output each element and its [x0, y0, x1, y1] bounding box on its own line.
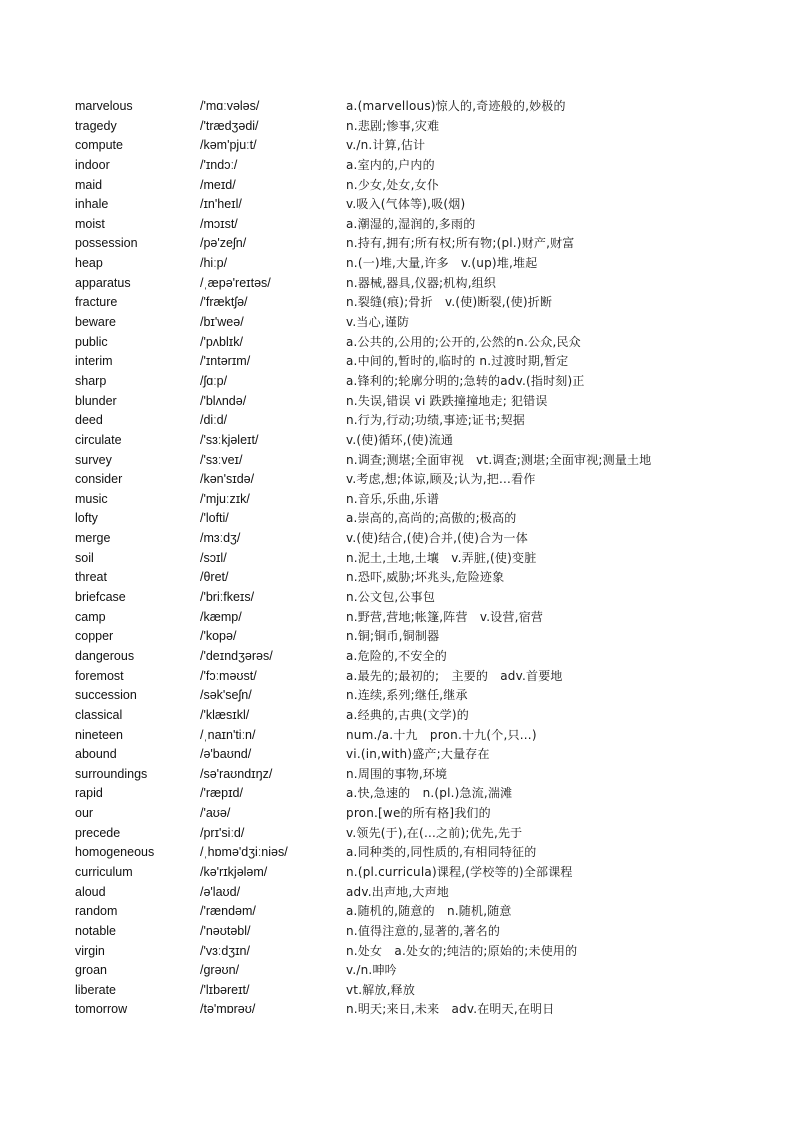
entry-definition: a.(marvellous)惊人的,奇迹般的,妙极的	[346, 99, 566, 113]
entry-phonetic: /pə'zeʃn/	[200, 236, 247, 251]
entry-definition: a.锋利的;轮廓分明的;急转的adv.(指时刻)正	[346, 373, 585, 388]
entry-definition: v.吸入(气体等),吸(烟)	[346, 197, 466, 212]
vocab-entry	[0, 136, 800, 156]
entry-word: marvelous	[75, 99, 133, 113]
vocab-entry	[0, 117, 800, 137]
entry-word: random	[75, 904, 118, 919]
vocab-entry	[0, 549, 800, 569]
entry-phonetic: /'ræpɪd/	[200, 786, 243, 801]
entry-definition: v./n.计算,估计	[346, 138, 426, 153]
entry-word: nineteen	[75, 727, 123, 742]
entry-definition: n.泥土,土地,土壤 v.弄脏,(使)变脏	[346, 550, 537, 565]
entry-definition: v.当心,谨防	[346, 315, 410, 330]
entry-phonetic: /'kopə/	[200, 629, 237, 644]
entry-word: classical	[75, 707, 123, 722]
entry-phonetic: /'rændəm/	[200, 904, 256, 919]
entry-word: lofty	[75, 511, 98, 526]
entry-phonetic: /ˌæpə'reɪtəs/	[200, 275, 271, 290]
entry-word: maid	[75, 177, 103, 192]
entry-definition: v.(使)循环,(使)流通	[346, 432, 454, 447]
entry-word: music	[75, 491, 108, 506]
entry-word: compute	[75, 138, 123, 153]
vocab-entry	[0, 726, 800, 746]
entry-definition: n.恐吓,威胁;坏兆头,危险迹象	[346, 570, 505, 585]
entry-word: inhale	[75, 197, 109, 212]
vocab-entry	[0, 784, 800, 804]
entry-definition: a.最先的;最初的; 主要的 adv.首要地	[346, 668, 563, 683]
entry-phonetic: /ə'baʊnd/	[200, 747, 252, 762]
entry-definition: n.(一)堆,大量,许多 v.(up)堆,堆起	[346, 256, 538, 271]
entry-definition: n.明天;来日,未来 adv.在明天,在明日	[346, 1002, 555, 1017]
entry-word: liberate	[75, 982, 116, 997]
vocab-entry	[0, 372, 800, 392]
entry-phonetic: /'fræktʃə/	[200, 295, 248, 310]
entry-definition: n.悲剧;惨事,灾难	[346, 118, 440, 133]
vocab-entry	[0, 470, 800, 490]
entry-definition: a.室内的,户内的	[346, 157, 435, 172]
entry-definition: n.行为,行动;功绩,事迹;证书;契据	[346, 413, 525, 428]
entry-definition: v./n.呻吟	[346, 963, 397, 978]
entry-word: camp	[75, 609, 106, 624]
vocab-entry	[0, 431, 800, 451]
vocab-entry	[0, 883, 800, 903]
entry-phonetic: /'nəʊtəbl/	[200, 923, 251, 938]
entry-definition: a.中间的,暂时的,临时的 n.过渡时期,暂定	[346, 354, 569, 369]
vocab-entry	[0, 843, 800, 863]
entry-word: apparatus	[75, 275, 131, 290]
entry-phonetic: /'trædʒədi/	[200, 118, 259, 133]
vocab-entry	[0, 392, 800, 412]
entry-phonetic: /θret/	[200, 570, 229, 585]
entry-word: foremost	[75, 668, 124, 683]
entry-word: deed	[75, 413, 103, 428]
entry-definition: num./a.十九 pron.十九(个,只…)	[346, 727, 537, 742]
entry-definition: a.崇高的,高尚的;高傲的;极高的	[346, 511, 517, 526]
entry-word: circulate	[75, 432, 122, 447]
entry-word: blunder	[75, 393, 117, 408]
entry-phonetic: /hiːp/	[200, 256, 228, 271]
entry-phonetic: /diːd/	[200, 413, 228, 428]
entry-definition: a.随机的,随意的 n.随机,随意	[346, 904, 512, 919]
vocab-entry	[0, 333, 800, 353]
entry-phonetic: /kæmp/	[200, 609, 242, 624]
entry-definition: v.领先(于),在(…之前);优先,先于	[346, 825, 523, 840]
entry-word: merge	[75, 531, 111, 546]
vocab-entry	[0, 176, 800, 196]
entry-definition: n.连续,系列;继任,继承	[346, 688, 468, 703]
vocab-entry	[0, 313, 800, 333]
entry-definition: pron.[we的所有格]我们的	[346, 806, 491, 821]
entry-word: survey	[75, 452, 112, 467]
entry-phonetic: /sək'seʃn/	[200, 688, 252, 703]
entry-word: beware	[75, 315, 116, 330]
entry-word: aloud	[75, 884, 106, 899]
entry-definition: n.音乐,乐曲,乐谱	[346, 491, 440, 506]
vocab-entry	[0, 804, 800, 824]
entry-word: precede	[75, 825, 121, 840]
entry-phonetic: /grəʊn/	[200, 963, 240, 978]
entry-phonetic: /'deɪndʒərəs/	[200, 648, 273, 663]
vocab-entry	[0, 981, 800, 1001]
entry-word: groan	[75, 963, 107, 978]
entry-phonetic: /'blʌndə/	[200, 393, 247, 408]
entry-phonetic: /kəm'pjuːt/	[200, 138, 257, 153]
entry-definition: n.野营,营地;帐篷,阵营 v.设营,宿营	[346, 609, 544, 624]
entry-phonetic: /ə'laʊd/	[200, 884, 241, 899]
entry-phonetic: /bɪ'weə/	[200, 315, 244, 330]
vocab-entry	[0, 902, 800, 922]
vocab-entry	[0, 156, 800, 176]
entry-definition: a.潮湿的,湿润的,多雨的	[346, 216, 476, 231]
entry-phonetic: /sə'raʊndɪŋz/	[200, 766, 273, 781]
vocabulary-list	[0, 97, 800, 1020]
entry-word: copper	[75, 629, 114, 644]
vocab-entry	[0, 765, 800, 785]
vocab-entry	[0, 529, 800, 549]
entry-phonetic: /'ɪntərɪm/	[200, 354, 251, 369]
entry-phonetic: /tə'mɒrəʊ/	[200, 1002, 256, 1017]
vocab-entry	[0, 824, 800, 844]
vocab-entry	[0, 1000, 800, 1020]
vocab-entry	[0, 647, 800, 667]
entry-word: interim	[75, 354, 113, 369]
entry-word: sharp	[75, 373, 107, 388]
vocab-entry	[0, 667, 800, 687]
entry-phonetic: /ˌhɒmə'dʒiːniəs/	[200, 845, 288, 860]
entry-definition: n.周围的事物,环境	[346, 766, 448, 781]
entry-definition: n.裂缝(痕);骨折 v.(使)断裂,(使)折断	[346, 295, 553, 310]
vocab-entry	[0, 215, 800, 235]
vocab-entry	[0, 293, 800, 313]
entry-word: tragedy	[75, 118, 117, 133]
entry-word: heap	[75, 256, 103, 271]
entry-definition: adv.出声地,大声地	[346, 884, 449, 899]
entry-word: rapid	[75, 786, 103, 801]
entry-word: curriculum	[75, 864, 133, 879]
entry-phonetic: /'sɜːveɪ/	[200, 452, 243, 467]
vocab-entry	[0, 509, 800, 529]
entry-word: moist	[75, 216, 105, 231]
entry-definition: a.经典的,古典(文学)的	[346, 707, 469, 722]
vocab-entry	[0, 568, 800, 588]
entry-phonetic: /ɪn'heɪl/	[200, 197, 242, 212]
entry-definition: vi.(in,with)盛产;大量存在	[346, 747, 490, 762]
entry-word: briefcase	[75, 590, 126, 605]
entry-phonetic: /ˌnaɪn'tiːn/	[200, 727, 256, 742]
entry-word: succession	[75, 688, 137, 703]
entry-word: notable	[75, 923, 117, 938]
vocab-entry	[0, 706, 800, 726]
entry-phonetic: /'vɜːdʒɪn/	[200, 943, 250, 958]
vocab-entry	[0, 451, 800, 471]
entry-word: soil	[75, 550, 94, 565]
vocab-entry	[0, 686, 800, 706]
entry-word: homogeneous	[75, 845, 155, 860]
vocab-entry	[0, 922, 800, 942]
vocab-entry	[0, 961, 800, 981]
entry-phonetic: /meɪd/	[200, 177, 236, 192]
entry-word: surroundings	[75, 766, 148, 781]
entry-phonetic: /kən'sɪdə/	[200, 472, 255, 487]
entry-phonetic: /'ɪndɔː/	[200, 157, 238, 172]
vocab-entry	[0, 195, 800, 215]
vocab-entry	[0, 863, 800, 883]
entry-phonetic: /ʃɑːp/	[200, 373, 228, 388]
entry-phonetic: /prɪ'siːd/	[200, 825, 245, 840]
vocab-entry	[0, 745, 800, 765]
entry-definition: n.(pl.curricula)课程,(学校等的)全部课程	[346, 864, 573, 879]
entry-definition: v.考虑,想;体谅,顾及;认为,把…看作	[346, 472, 536, 487]
entry-phonetic: /'sɜːkjəleɪt/	[200, 432, 259, 447]
entry-phonetic: /'fɔːməʊst/	[200, 668, 257, 683]
entry-definition: a.公共的,公用的;公开的,公然的n.公众,民众	[346, 334, 581, 349]
vocab-entry	[0, 254, 800, 274]
vocab-entry	[0, 274, 800, 294]
entry-definition: n.处女 a.处女的;纯洁的;原始的;未使用的	[346, 943, 578, 958]
vocab-entry	[0, 234, 800, 254]
entry-definition: n.铜;铜币,铜制器	[346, 629, 440, 644]
entry-definition: n.调查;测堪;全面审视 vt.调查;测堪;全面审视;测量土地	[346, 452, 652, 467]
entry-definition: a.危险的,不安全的	[346, 648, 447, 663]
entry-phonetic: /'klæsɪkl/	[200, 707, 250, 722]
vocab-entry	[0, 490, 800, 510]
entry-phonetic: /'mɑːvələs/	[200, 99, 260, 113]
entry-definition: a.同种类的,同性质的,有相同特征的	[346, 845, 537, 860]
vocab-entry	[0, 942, 800, 962]
entry-phonetic: /'lofti/	[200, 511, 229, 526]
entry-phonetic: /kə'rɪkjələm/	[200, 864, 268, 879]
entry-definition: n.少女,处女,女仆	[346, 177, 440, 192]
entry-definition: n.持有,拥有;所有权;所有物;(pl.)财产,财富	[346, 236, 575, 251]
entry-phonetic: /mɜːdʒ/	[200, 531, 241, 546]
entry-phonetic: /'lɪbəreɪt/	[200, 982, 250, 997]
entry-definition: vt.解放,释放	[346, 982, 416, 997]
entry-definition: n.公文包,公事包	[346, 590, 436, 605]
entry-definition: v.(使)结合,(使)合并,(使)合为一体	[346, 531, 528, 546]
entry-phonetic: /mɔɪst/	[200, 216, 238, 231]
vocab-entry	[0, 352, 800, 372]
entry-phonetic: /'briːfkeɪs/	[200, 590, 255, 605]
entry-word: possession	[75, 236, 138, 251]
vocab-entry	[0, 411, 800, 431]
entry-phonetic: /'mjuːzɪk/	[200, 491, 250, 506]
entry-word: virgin	[75, 943, 105, 958]
entry-word: abound	[75, 747, 117, 762]
entry-definition: a.快,急速的 n.(pl.)急流,湍滩	[346, 786, 513, 801]
entry-word: threat	[75, 570, 107, 585]
vocab-entry	[0, 627, 800, 647]
entry-phonetic: /'pʌblɪk/	[200, 334, 243, 349]
entry-word: tomorrow	[75, 1002, 128, 1017]
entry-definition: n.器械,器具,仪器;机构,组织	[346, 275, 497, 290]
entry-definition: n.失误,错误 vi 跌跌撞撞地走; 犯错误	[346, 393, 548, 408]
entry-phonetic: /sɔɪl/	[200, 550, 227, 565]
entry-definition: n.值得注意的,显著的,著名的	[346, 923, 501, 938]
vocab-entry	[0, 608, 800, 628]
entry-word: dangerous	[75, 648, 135, 663]
vocab-entry	[0, 588, 800, 608]
entry-word: public	[75, 334, 108, 349]
entry-phonetic: /'aʊə/	[200, 806, 231, 821]
entry-word: fracture	[75, 295, 118, 310]
entry-word: consider	[75, 472, 123, 487]
vocab-entry	[0, 97, 800, 117]
entry-word: our	[75, 806, 94, 821]
entry-word: indoor	[75, 157, 110, 172]
